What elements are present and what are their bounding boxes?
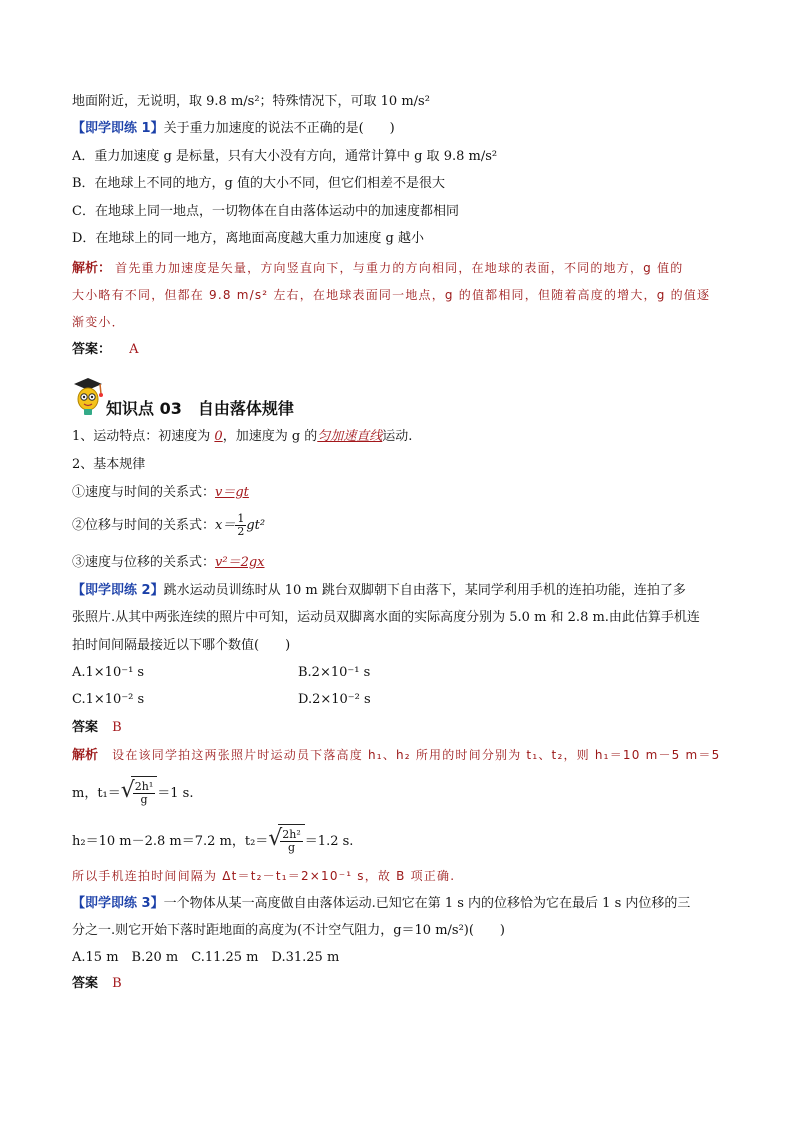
answer-label: 答案 [72,976,99,991]
law1-label: ①速度与时间的关系式： [72,485,216,500]
practice2-solution-last: 所以手机连拍时间间隔为 Δt＝t₂－t₁＝2×10⁻¹ s，故 B 项正确. [72,869,456,883]
sqrt-numerator: 2h¹ [134,780,154,793]
answer-label: 答案 [72,720,99,735]
point1-mid: ，加速度为 g 的 [222,429,318,444]
practice2-solution-line1 [72,746,720,765]
practice1-option-d: D．在地球上的同一地方，离地面高度越大重力加速度 g 越小 [72,231,425,246]
point2-line: 2、基本规律 [72,457,146,472]
solution-text: 首先重力加速度是矢量，方向竖直向下，与重力的方向相同，在地球的表面，不同的地方，g 值的 [115,261,684,275]
point1-suffix: 运动. [382,429,413,444]
motion-type: 匀加速直线 [317,429,383,444]
scholar-mascot-icon [68,374,108,418]
practice-tag: 【即学即练 3】 [72,896,164,911]
solution-text: 设在该同学拍这两张照片时运动员下落高度 h₁、h₂ 所用的时间分别为 t₁、t₂，则 h₁＝10 m－5 m＝5 [112,748,721,762]
law1-line [72,484,249,502]
section-heading [68,370,368,418]
practice1-question-line [72,120,395,138]
point1-prefix: 1、运动特点：初速度为 [72,429,215,444]
practice2-line2: 张照片.从其中两张连续的照片中可知，运动员双脚离水面的实际高度分别为 5.0 m 和 2.8 m.由此估算手机连 [72,610,700,625]
intro-line: 地面附近，无说明，取 9.8 m/s²；特殊情况下，可取 10 m/s² [72,94,430,109]
practice3-line1 [72,895,690,913]
practice2-option-a: A.1×10⁻¹ s [72,665,145,680]
practice1-option-b: B．在地球上不同的地方，g 值的大小不同，但它们相差不是很大 [72,176,446,191]
law2-lhs: x＝ [215,518,236,533]
practice1-option-a: A．重力加速度 g 是标量，只有大小没有方向，通常计算中 g 取 9.8 m/s² [72,149,498,164]
practice1-option-c: C．在地球上同一地点，一切物体在自由落体运动中的加速度都相同 [72,204,459,219]
practice1-solution-line1 [72,259,683,278]
fraction-half [235,513,246,538]
fraction-denominator: 2 [237,525,245,538]
radical-icon: √ [120,778,135,803]
radical-icon: √ [268,826,283,851]
law3-line [72,554,265,572]
practice-tag: 【即学即练 2】 [72,583,164,598]
initial-velocity-value: 0 [214,429,223,444]
practice1-solution-line2: 大小略有不同，但都在 9.8 m/s² 左右，在地球表面同一地点，g 的值都相同，但随着高度的增大，g 的值逐 [72,288,711,302]
sqrt-numerator: 2h² [282,828,301,841]
t1-suffix: ＝1 s. [157,786,194,801]
law3-formula: v²＝2gx [215,555,265,570]
practice2-line3: 拍时间间隔最接近以下哪个数值( ) [72,638,291,653]
section-title: 知识点 03 自由落体规律 [106,399,294,418]
law1-formula: v＝gt [215,485,249,500]
law2-rhs: gt² [246,518,266,533]
answer-value: A [129,342,139,357]
practice2-answer-line [72,719,122,737]
practice3-line2: 分之一.则它开始下落时距地面的高度为(不计空气阻力，g＝10 m/s²)( ) [72,923,506,938]
answer-value: B [112,976,122,991]
answer-label: 答案： [72,342,112,357]
law2-label: ②位移与时间的关系式： [72,518,216,533]
law2-line [72,512,265,540]
solution-label: 解析： [72,261,112,276]
h2-prefix: h₂＝10 m－2.8 m＝7.2 m，t₂＝ [72,834,269,849]
sqrt-expression [268,824,305,859]
practice2-text1: 跳水运动员训练时从 10 m 跳台双脚朝下自由落下，某同学利用手机的连拍功能，连拍了多 [163,583,686,598]
sqrt-expression [121,776,158,811]
answer-value: B [112,720,122,735]
practice2-option-c: C.1×10⁻² s [72,692,145,707]
sqrt-denominator: g [140,793,148,806]
sqrt-denominator: g [288,841,296,854]
t1-prefix: m，t₁＝ [72,786,121,801]
practice3-options: A.15 m B.20 m C.11.25 m D.31.25 m [72,950,340,965]
practice-tag: 【即学即练 1】 [72,121,164,136]
practice2-option-d: D.2×10⁻² s [298,692,371,707]
solution-label: 解析 [72,748,99,763]
practice2-option-b: B.2×10⁻¹ s [298,665,371,680]
practice1-solution-line3: 渐变小． [72,315,125,329]
fraction-numerator: 1 [237,512,245,525]
practice2-solution-t2 [72,824,353,859]
practice2-solution-t1 [72,776,193,811]
t2-suffix: ＝1.2 s. [304,834,354,849]
practice1-answer-line [72,341,139,359]
practice3-text1: 一个物体从某一高度做自由落体运动.已知它在第 1 s 内的位移恰为它在最后 1 s 内位移的三 [163,896,691,911]
practice1-question: 关于重力加速度的说法不正确的是( ) [163,121,395,136]
practice2-line1 [72,582,686,600]
practice3-answer-line [72,975,122,993]
law3-label: ③速度与位移的关系式： [72,555,216,570]
point1-line [72,428,412,446]
